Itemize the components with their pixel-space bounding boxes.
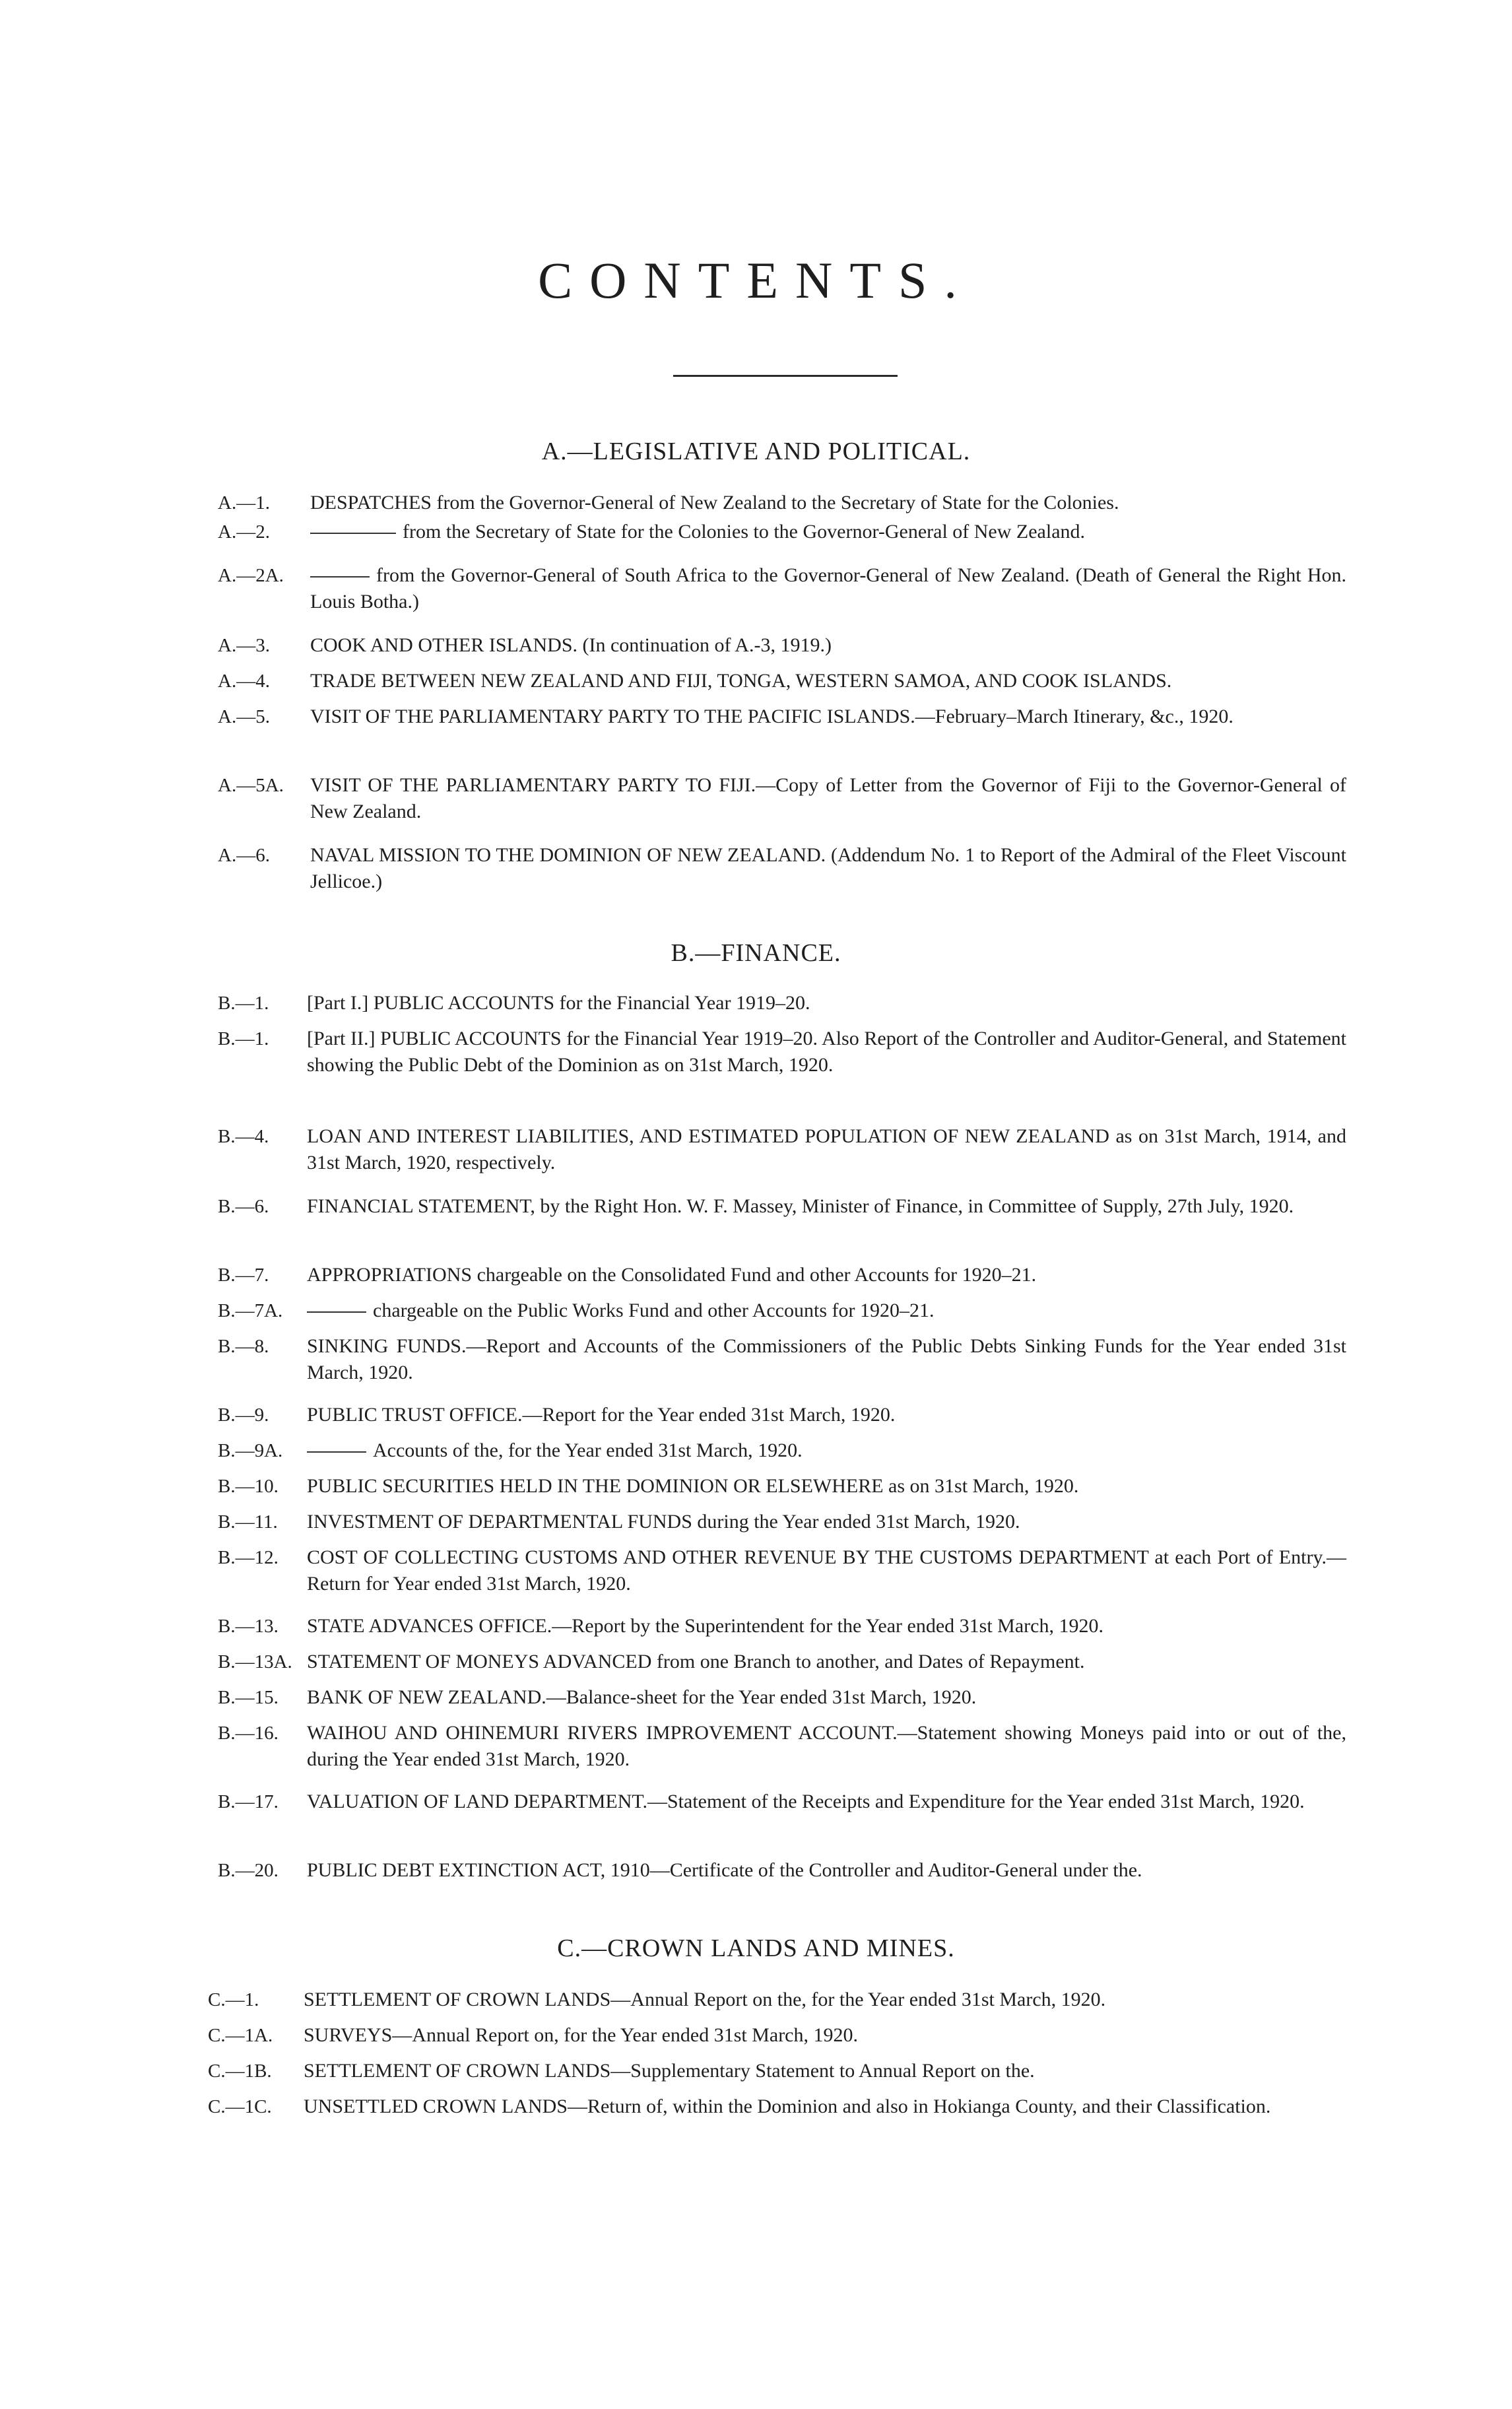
entry-a-5a (0, 772, 1512, 842)
entry-code: B.—11. (218, 1511, 278, 1533)
entry-code: B.—1. (218, 993, 269, 1014)
ditto-rule (310, 533, 396, 534)
entry-text: VISIT OF THE PARLIAMENTARY PARTY TO THE PACIFIC ISLANDS.—February–March Itinerary, &c., 1920. (310, 706, 1233, 727)
entry-b-12 (0, 1544, 1512, 1613)
entry-b-15 (0, 1684, 1512, 1720)
entry-code: A.—3. (218, 635, 270, 656)
entry-code: B.—7. (218, 1265, 269, 1286)
entry-b-1-part1 (0, 990, 1512, 1026)
entry-b-13 (0, 1613, 1512, 1649)
entry-text: from the Secretary of State for the Colonies to the Governor-General of New Zealand. (403, 521, 1086, 543)
entry-a-6 (0, 842, 1512, 902)
entry-b-11 (0, 1509, 1512, 1544)
entry-text: VISIT OF THE PARLIAMENTARY PARTY TO FIJI.—Copy of Letter from the Governor of Fiji to the Governor-General of New Zealand. (310, 774, 1346, 822)
entry-text: STATEMENT OF MONEYS ADVANCED from one Branch to another, and Dates of Repayment. (307, 1651, 1085, 1672)
entry-code: B.—7A. (218, 1300, 283, 1321)
entry-b-8 (0, 1333, 1512, 1402)
entry-b-16 (0, 1720, 1512, 1789)
entry-a-5 (0, 704, 1512, 772)
entry-a-2a (0, 562, 1512, 632)
entry-code: C.—1. (208, 1989, 259, 2010)
entry-text: PUBLIC DEBT EXTINCTION ACT, 1910—Certificate of the Controller and Auditor-General under the. (307, 1859, 1142, 1881)
section-a-entries (0, 490, 1512, 902)
entry-code: B.—9. (218, 1404, 269, 1426)
entry-text: COOK AND OTHER ISLANDS. (In continuation of A.-3, 1919.) (310, 634, 832, 656)
entry-code: B.—20. (218, 1860, 279, 1881)
section-b-entries (0, 990, 1512, 1893)
entry-text: NAVAL MISSION TO THE DOMINION OF NEW ZEALAND. (Addendum No. 1 to Report of the Admiral of the Fleet Viscount Jellicoe.) (310, 844, 1346, 892)
entry-b-9a (0, 1437, 1512, 1473)
entry-text: DESPATCHES from the Governor-General of New Zealand to the Secretary of State for the Colonies. (310, 492, 1119, 513)
entry-text: SURVEYS—Annual Report on, for the Year ended 31st March, 1920. (304, 2024, 858, 2046)
page-title: CONTENTS. (538, 251, 974, 309)
section-c-entries (0, 1987, 1512, 2162)
entry-code: B.—10. (218, 1476, 279, 1497)
entry-b-20 (0, 1857, 1512, 1893)
entry-a-1 (0, 490, 1512, 519)
entry-code: A.—2A. (218, 565, 284, 586)
entry-text: LOAN AND INTEREST LIABILITIES, AND ESTIMATED POPULATION OF NEW ZEALAND as on 31st March, 1914, and 31st March, 1920, respectively. (307, 1125, 1346, 1173)
entry-b-9 (0, 1402, 1512, 1437)
entry-code: B.—16. (218, 1723, 279, 1744)
entry-code: A.—2. (218, 521, 270, 543)
entry-a-4 (0, 668, 1512, 704)
entry-text: PUBLIC TRUST OFFICE.—Report for the Year ended 31st March, 1920. (307, 1404, 896, 1426)
entry-code: B.—13A. (218, 1651, 292, 1672)
entry-text: from the Governor-General of South Africa to the Governor-General of New Zealand. (Death of General the Right Hon. Louis Botha.) (310, 564, 1346, 612)
entry-text: WAIHOU AND OHINEMURI RIVERS IMPROVEMENT ACCOUNT.—Statement showing Moneys paid into or out of the, during the Year ended 31st March, 1920. (307, 1722, 1346, 1770)
entry-text-row (310, 562, 1346, 615)
entry-code: C.—1A. (208, 2025, 273, 2046)
entry-b-4 (0, 1123, 1512, 1193)
entry-b-13a (0, 1649, 1512, 1684)
entry-text: SINKING FUNDS.—Report and Accounts of the Commissioners of the Public Debts Sinking Funds for the Year ended 31st March, 1920. (307, 1335, 1346, 1383)
entry-code: B.—8. (218, 1336, 269, 1357)
entry-code: A.—4. (218, 671, 270, 692)
section-heading-c: C.—CROWN LANDS AND MINES. (557, 1934, 955, 1962)
entry-code: A.—6. (218, 845, 270, 866)
entry-text-row (310, 519, 1346, 545)
entry-text: APPROPRIATIONS chargeable on the Consolidated Fund and other Accounts for 1920–21. (307, 1264, 1037, 1286)
entry-b-1-part2 (0, 1026, 1512, 1123)
entry-code: C.—1C. (208, 2096, 272, 2117)
entry-text: SETTLEMENT OF CROWN LANDS—Annual Report on the, for the Year ended 31st March, 1920. (304, 1989, 1106, 2010)
entry-code: A.—1. (218, 492, 270, 513)
ditto-rule (310, 576, 370, 578)
entry-text-row (307, 1298, 1346, 1324)
entry-c-1c (0, 2094, 1512, 2162)
entry-code: B.—9A. (218, 1440, 283, 1461)
entry-code: B.—4. (218, 1126, 269, 1147)
entry-c-1a (0, 2022, 1512, 2058)
entry-b-10 (0, 1473, 1512, 1509)
entry-c-1 (0, 1987, 1512, 2022)
entry-a-3 (0, 632, 1512, 668)
entry-code: C.—1B. (208, 2061, 272, 2082)
entry-text: INVESTMENT OF DEPARTMENTAL FUNDS during the Year ended 31st March, 1920. (307, 1511, 1020, 1533)
section-heading-a: A.—LEGISLATIVE AND POLITICAL. (541, 438, 971, 465)
entry-text: BANK OF NEW ZEALAND.—Balance-sheet for the Year ended 31st March, 1920. (307, 1686, 977, 1708)
entry-text: VALUATION OF LAND DEPARTMENT.—Statement of the Receipts and Expenditure for the Year ended 31st March, 1920. (307, 1791, 1305, 1812)
entry-b-6 (0, 1193, 1512, 1262)
title-divider (673, 375, 898, 377)
section-heading-b: B.—FINANCE. (671, 939, 841, 967)
entry-code: B.—15. (218, 1687, 279, 1708)
entry-text: SETTLEMENT OF CROWN LANDS—Supplementary Statement to Annual Report on the. (304, 2060, 1035, 2082)
entry-code: A.—5. (218, 706, 270, 727)
entry-b-7 (0, 1262, 1512, 1298)
entry-b-17 (0, 1789, 1512, 1857)
entry-text: STATE ADVANCES OFFICE.—Report by the Superintendent for the Year ended 31st March, 1920. (307, 1615, 1103, 1637)
entry-text: [Part I.] PUBLIC ACCOUNTS for the Financial Year 1919–20. (307, 992, 810, 1014)
entry-text-row (307, 1437, 1346, 1464)
entry-text: TRADE BETWEEN NEW ZEALAND AND FIJI, TONGA, WESTERN SAMOA, AND COOK ISLANDS. (310, 670, 1172, 692)
entry-text: FINANCIAL STATEMENT, by the Right Hon. W. F. Massey, Minister of Finance, in Committee of Supply, 27th July, 1920. (307, 1195, 1294, 1217)
entry-code: A.—5A. (218, 775, 284, 796)
entry-code: B.—13. (218, 1616, 279, 1637)
entry-a-2 (0, 519, 1512, 562)
entry-code: B.—17. (218, 1791, 279, 1812)
entry-text: chargeable on the Public Works Fund and other Accounts for 1920–21. (373, 1300, 935, 1321)
entry-b-7a (0, 1298, 1512, 1333)
entry-code: B.—12. (218, 1547, 279, 1568)
entry-c-1b (0, 2058, 1512, 2094)
entry-text: [Part II.] PUBLIC ACCOUNTS for the Financial Year 1919–20. Also Report of the Controller and Auditor-General, and Statement showing the Public Debt of the Dominion as on 31st March, 1920. (307, 1028, 1346, 1076)
entry-text: PUBLIC SECURITIES HELD IN THE DOMINION OR ELSEWHERE as on 31st March, 1920. (307, 1475, 1079, 1497)
entry-text: COST OF COLLECTING CUSTOMS AND OTHER REVENUE BY THE CUSTOMS DEPARTMENT at each Port of Entry.—Return for Year ended 31st March, 1920. (307, 1546, 1346, 1595)
entry-text: Accounts of the, for the Year ended 31st March, 1920. (373, 1439, 803, 1461)
entry-code: B.—1. (218, 1028, 269, 1049)
entry-text: UNSETTLED CROWN LANDS—Return of, within the Dominion and also in Hokianga County, and their Classification. (304, 2096, 1271, 2117)
entry-code: B.—6. (218, 1196, 269, 1217)
